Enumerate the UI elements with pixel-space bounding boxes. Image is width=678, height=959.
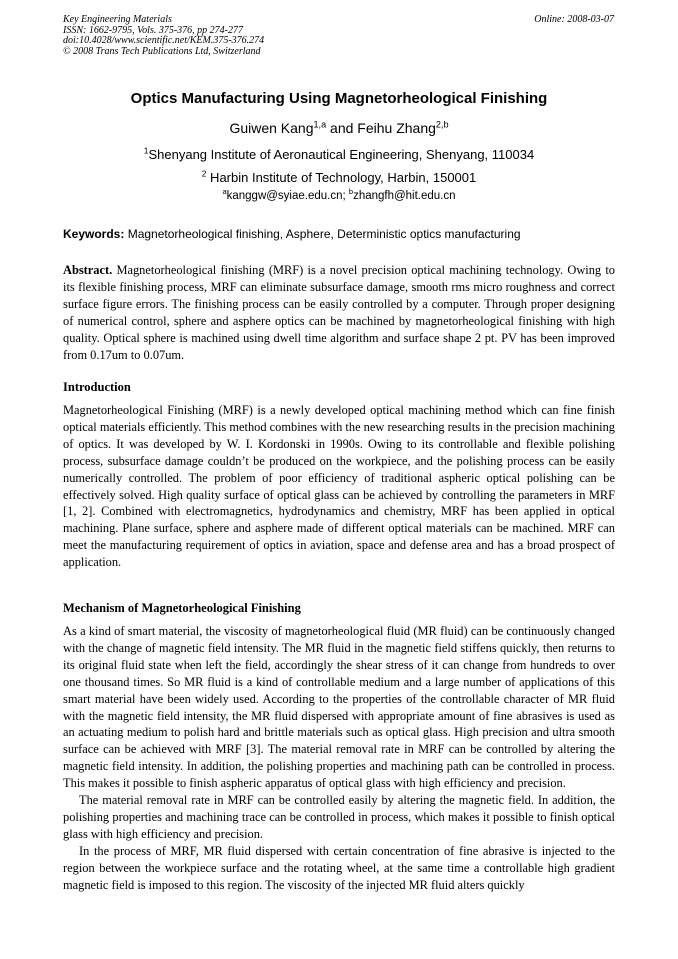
affiliation-2-sup: 2	[201, 168, 207, 179]
email-a[interactable]: kanggw@syiae.edu.cn;	[226, 190, 349, 202]
affiliation-2-text: Harbin Institute of Technology, Harbin, 150001	[206, 170, 477, 185]
affiliation-2	[0, 170, 678, 185]
affiliation-1-text: Shenyang Institute of Aeronautical Engineering, Shenyang, 110034	[148, 147, 535, 162]
journal-name: Key Engineering Materials	[63, 14, 172, 25]
journal-header	[63, 15, 264, 57]
mechanism-heading: Mechanism of Magnetorheological Finishing	[63, 601, 301, 615]
affiliation-1	[0, 147, 678, 162]
author-1-sup: 1,a	[313, 119, 327, 130]
copyright-line: © 2008 Trans Tech Publications Ltd, Switzerland	[63, 45, 261, 57]
affiliation-1-sup: 1	[143, 145, 149, 156]
mechanism-paragraph-2: The material removal rate in MRF can be controlled easily by altering the magnetic field. In addition, the polishing properties and machining trace can be controlled in process, which makes it possible to finish optical glass with high efficiency and precision.	[63, 793, 615, 841]
mechanism-section	[63, 623, 615, 894]
introduction-text: Magnetorheological Finishing (MRF) is a newly developed optical machining method which can fine finish optical materials efficiently. This method combines with the new researching results in the precision machining of optics. It was developed by W. I. Kordonski in 1990s. Owing to its controllable and flexible polishing process, subsurface damage couldn’t be produced on the workpiece, and the polishing process can be easily numerically controlled. The problem of poor efficiency of traditional aspheric optical polishing can be effectively solved. High quality surface of optical glass can be achieved by controlling the parameters in MRF [1, 2]. Combined with electromagnetics, hydrodynamics and chemistry, MRF has been applied in optical machining. Plane surface, sphere and asphere made of different optical materials can be machined. MRF can meet the manufacturing requirement of optics in aviation, space and defense area and has a broad prospect of application.	[63, 403, 615, 570]
paper-title: Optics Manufacturing Using Magnetorheological Finishing	[130, 90, 548, 107]
abstract	[63, 262, 615, 363]
email-a-sup: a	[222, 187, 227, 197]
keywords-label: Keywords:	[63, 227, 125, 241]
mechanism-paragraph-3: In the process of MRF, MR fluid dispersed with certain concentration of fine abrasive is injected to the region between the workpiece surface and the rotating wheel, at the same time a controllable high gradient magnetic field is imposed to this region. The viscosity of the injected MR fluid alters quickly	[63, 843, 615, 892]
online-date: Online: 2008-03-07	[534, 14, 614, 25]
email-line	[0, 187, 678, 202]
introduction-heading: Introduction	[63, 380, 131, 394]
email-b-sup: b	[348, 187, 354, 197]
author-line	[0, 120, 678, 136]
author-1: Guiwen Kang	[229, 120, 314, 136]
author-2-sup: 2,b	[435, 119, 449, 130]
author-conjunction: and	[326, 120, 358, 136]
email-b[interactable]: zhangfh@hit.edu.cn	[353, 190, 456, 202]
keywords-text: Magnetorheological finishing, Asphere, Deterministic optics manufacturing	[124, 227, 521, 241]
abstract-text: Magnetorheological finishing (MRF) is a novel precision optical machining technology. Owing to its flexible finishing process, MRF can eliminate subsurface damage, smooth rms micro roughness and correct surface figure errors. The finishing process can be easily controlled by a computer. Through proper designing of numerical control, sphere and asphere optics can be machined by magnetorheological finishing with high quality. Optical sphere is machined using dwell time algorithm and surface shape 2 pt. PV has been improved from 0.17um to 0.07um.	[63, 263, 615, 362]
issn-line: ISSN: 1662-9795, Vols. 375-376, pp 274-277	[63, 24, 243, 36]
keywords	[63, 227, 615, 241]
mechanism-paragraph-1: As a kind of smart material, the viscosity of magnetorheological fluid (MR fluid) can be continuously changed with the change of magnetic field intensity. The MR fluid in the magnetic field stiffens quickly, then returns to its original fluid state when left the field, accordingly the shear stress of it can change from hundreds to over one thousand times. So MR fluid is a kind of controllable medium and a large number of applications of this smart material have been widely used. According to the properties of the controllable character of MR fluid with the magnetic field intensity, the MR fluid dispersed with appropriate amount of fine abrasives is used as an actuating medium to polish hard and brittle materials such as optical glass. High precision and ultra smooth surface can be achieved with MRF [3]. The material removal rate in MRF can be controlled by altering the magnetic field intensity. In addition, the polishing properties and machining path can be controlled in process. This makes it possible to finish aspheric apparatus of optical glass with high efficiency and precision.	[63, 624, 615, 791]
abstract-label: Abstract.	[63, 263, 113, 277]
author-2: Feihu Zhang	[357, 120, 436, 136]
doi-line: doi:10.4028/www.scientific.net/KEM.375-376.274	[63, 35, 265, 47]
